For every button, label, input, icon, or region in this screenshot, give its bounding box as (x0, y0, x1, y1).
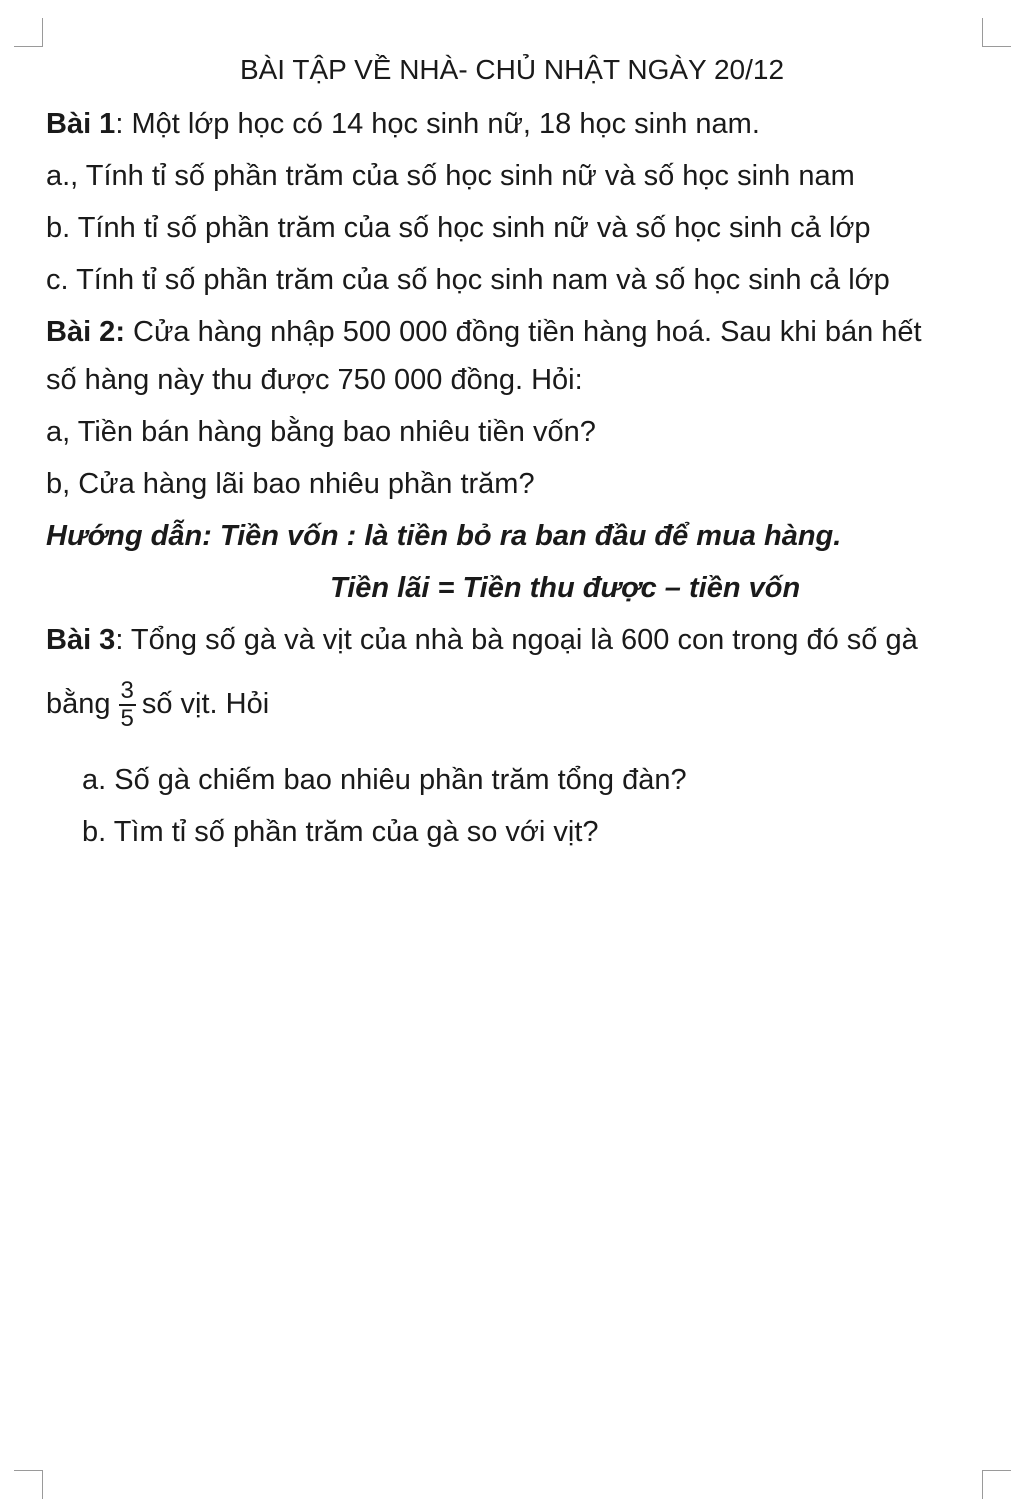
exercise-1-part-c: c. Tính tỉ số phần trăm của số học sinh nam và số học sinh cả lớp (46, 264, 890, 296)
exercise-2-label: Bài 2: (46, 316, 125, 348)
fraction-denominator: 5 (120, 705, 134, 733)
exercise-2-part-a: a, Tiền bán hàng bằng bao nhiêu tiền vốn? (46, 416, 596, 448)
exercise-3-suffix: số vịt. Hỏi (141, 688, 270, 720)
exercise-3-part-a: a. Số gà chiếm bao nhiêu phần trăm tổng đàn? (82, 764, 687, 796)
fraction (119, 678, 136, 732)
exercise-3-question-cont (46, 674, 269, 734)
exercise-1-question (46, 106, 760, 142)
exercise-2-question-cont: số hàng này thu được 750 000 đồng. Hỏi: (46, 364, 583, 396)
exercise-1-text: : Một lớp học có 14 học sinh nữ, 18 học sinh nam. (115, 108, 760, 140)
exercise-3-text: : Tổng số gà và vịt của nhà bà ngoại là 600 con trong đó số gà (115, 624, 918, 656)
exercise-2-question (46, 314, 922, 350)
fraction-numerator: 3 (120, 677, 134, 705)
exercise-1-label: Bài 1 (46, 108, 116, 140)
corner-mark-bottom-left (14, 1470, 43, 1499)
exercise-3-label: Bài 3 (46, 624, 116, 656)
corner-mark-top-left (14, 18, 43, 47)
exercise-3-prefix: bằng (46, 688, 111, 720)
exercise-1-part-a: a., Tính tỉ số phần trăm của số học sinh nữ và số học sinh nam (46, 160, 855, 192)
guide-line-2: Tiền lãi = Tiền thu được – tiền vốn (330, 572, 801, 604)
guide-line-1: Hướng dẫn: Tiền vốn : là tiền bỏ ra ban đầu để mua hàng. (46, 520, 842, 552)
exercise-1-part-b: b. Tính tỉ số phần trăm của số học sinh nữ và số học sinh cả lớp (46, 212, 871, 244)
page-title: BÀI TẬP VỀ NHÀ- CHỦ NHẬT NGÀY 20/12 (239, 54, 785, 85)
exercise-3-part-b: b. Tìm tỉ số phần trăm của gà so với vịt? (82, 816, 599, 848)
corner-mark-top-right (982, 18, 1011, 47)
exercise-3-question (46, 622, 918, 658)
exercise-2-text: Cửa hàng nhập 500 000 đồng tiền hàng hoá. Sau khi bán hết (124, 316, 922, 348)
corner-mark-bottom-right (982, 1470, 1011, 1499)
exercise-2-part-b: b, Cửa hàng lãi bao nhiêu phần trăm? (46, 468, 535, 500)
